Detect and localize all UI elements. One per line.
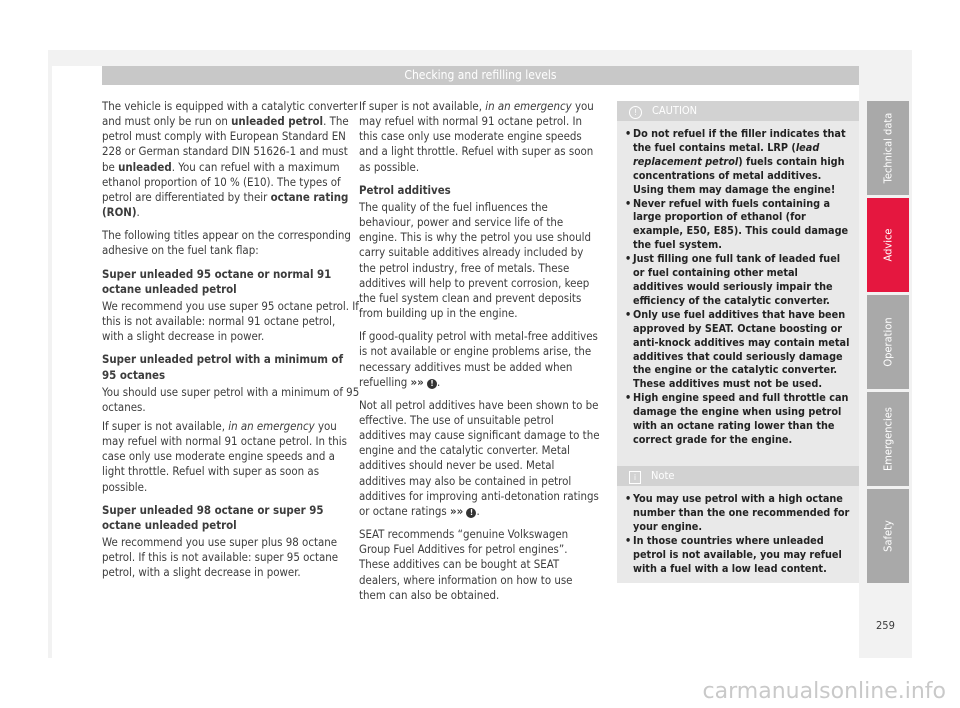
list-item: • In those countries where unleaded petrol is not available, you may refuel with a fuel with a low lead content. <box>625 534 851 576</box>
subheading-95-91: Super unleaded 95 octane or normal 91 octane unleaded petrol <box>102 266 332 296</box>
paragraph-min-95: You should use super petrol with a minimum of 95 octanes. <box>102 384 360 414</box>
left-column <box>102 99 360 589</box>
cross-reference-arrow[interactable]: »» <box>449 503 464 518</box>
tab-operation[interactable]: Operation <box>867 295 909 389</box>
tab-emergencies[interactable]: Emergencies <box>867 392 909 486</box>
list-item: • Only use fuel additives that have been approved by SEAT. Octane boosting or anti-knock additives may contain metal additives that could seriously damage the engine or the catalytic converter. These additives must not be used. <box>625 308 851 391</box>
list-item: • Just filling one full tank of leaded fuel or fuel containing other metal additives would seriously impair the efficiency of the catalytic converter. <box>625 252 851 308</box>
list-item: • Do not refuel if the filler indicates that the fuel contains metal. LRP (lead replacement petrol) fuels contain high concentrations of metal additives. Using them may damage the engine! <box>625 127 851 197</box>
tab-technical-data[interactable]: Technical data <box>867 101 909 195</box>
paragraph-95-91: We recommend you use super 95 octane petrol. If this is not available: normal 91 octane petrol, with a slight decrease in power. <box>102 298 359 344</box>
unsuitable-additives-paragraph: Not all petrol additives have been shown to be effective. The use of unsuitable petrol additives may cause significant damage to the engine and the catalytic converter. Metal additives should never be used. Metal additives may also be contained in petrol additives for improving anti-detonation ratings or octane ratings »» ! . <box>359 397 600 518</box>
note-icon: i <box>629 471 641 484</box>
middle-column <box>359 99 601 611</box>
emergency-paragraph: If super is not available, in an emergency you may refuel with normal 91 octane petrol. In this case only use moderate engine speeds and a light throttle. Refuel with super as soon as possible. <box>102 418 347 494</box>
caution-list <box>617 121 859 455</box>
warning-icon: ! <box>427 379 437 389</box>
list-item: • You may use petrol with a high octane number than the one recommended for your engine. <box>625 492 851 534</box>
page-title: Checking and refilling levels <box>102 66 859 85</box>
refuel-additives-paragraph: If good-quality petrol with metal-free additives is not available or engine problems arise, the necessary additives must be added when refuelling »» ! . <box>359 329 598 389</box>
list-item: • Never refuel with fuels containing a large proportion of ethanol (for example, E50, E85). This could damage the fuel system. <box>625 197 851 253</box>
note-box <box>617 466 859 583</box>
titles-paragraph: The following titles appear on the corresponding adhesive on the fuel tank flap: <box>102 228 351 258</box>
cross-reference-arrow[interactable]: »» <box>410 374 424 389</box>
caution-header: ! CAUTION <box>617 101 859 121</box>
caution-box <box>617 101 859 468</box>
caution-icon: ! <box>629 106 642 119</box>
note-list <box>617 486 859 583</box>
additives-paragraph: The quality of the fuel influences the behaviour, power and service life of the engine. This is why the petrol you use should carry suitable additives already included by the petrol industry, free of metals. These additives will help to prevent corrosion, keep the fuel system clean and prevent deposits from building up in the engine. <box>359 199 591 321</box>
watermark: carmanualsonline.info <box>702 679 946 704</box>
note-header: i Note <box>617 466 859 486</box>
list-item: • High engine speed and full throttle can damage the engine when using petrol with an octane rating lower than the correct grade for the engine. <box>625 391 851 447</box>
subheading-min-95: Super unleaded petrol with a minimum of 95 octanes <box>102 352 344 382</box>
intro-paragraph: The vehicle is equipped with a catalytic converter and must only be run on unleaded petrol. The petrol must comply with European Standard EN 228 or German standard DIN 51626-1 and must be unleaded. You can refuel with a maximum ethanol proportion of 10 % (E10). The types of petrol are differentiated by their octane rating (RON). <box>102 99 358 220</box>
seat-recommends-paragraph: SEAT recommends “genuine Volkswagen Group Fuel Additives for petrol engines”. These additives can be bought at SEAT dealers, where information on how to use them can also be obtained. <box>359 527 573 602</box>
warning-icon: ! <box>466 508 476 518</box>
subheading-petrol-additives: Petrol additives <box>359 182 451 197</box>
page-number: 259 <box>876 619 895 632</box>
tab-advice[interactable]: Advice <box>867 198 909 292</box>
subheading-98-95: Super unleaded 98 octane or super 95 octane unleaded petrol <box>102 502 324 532</box>
tab-safety[interactable]: Safety <box>867 489 909 583</box>
emergency-paragraph: If super is not available, in an emergency you may refuel with normal 91 octane petrol. In this case only use moderate engine speeds and a light throttle. Refuel with super as soon as possible. <box>359 99 594 174</box>
paragraph-98-95: We recommend you use super plus 98 octane petrol. If this is not available: super 95 octane petrol, with a slight decrease in power. <box>102 535 339 580</box>
